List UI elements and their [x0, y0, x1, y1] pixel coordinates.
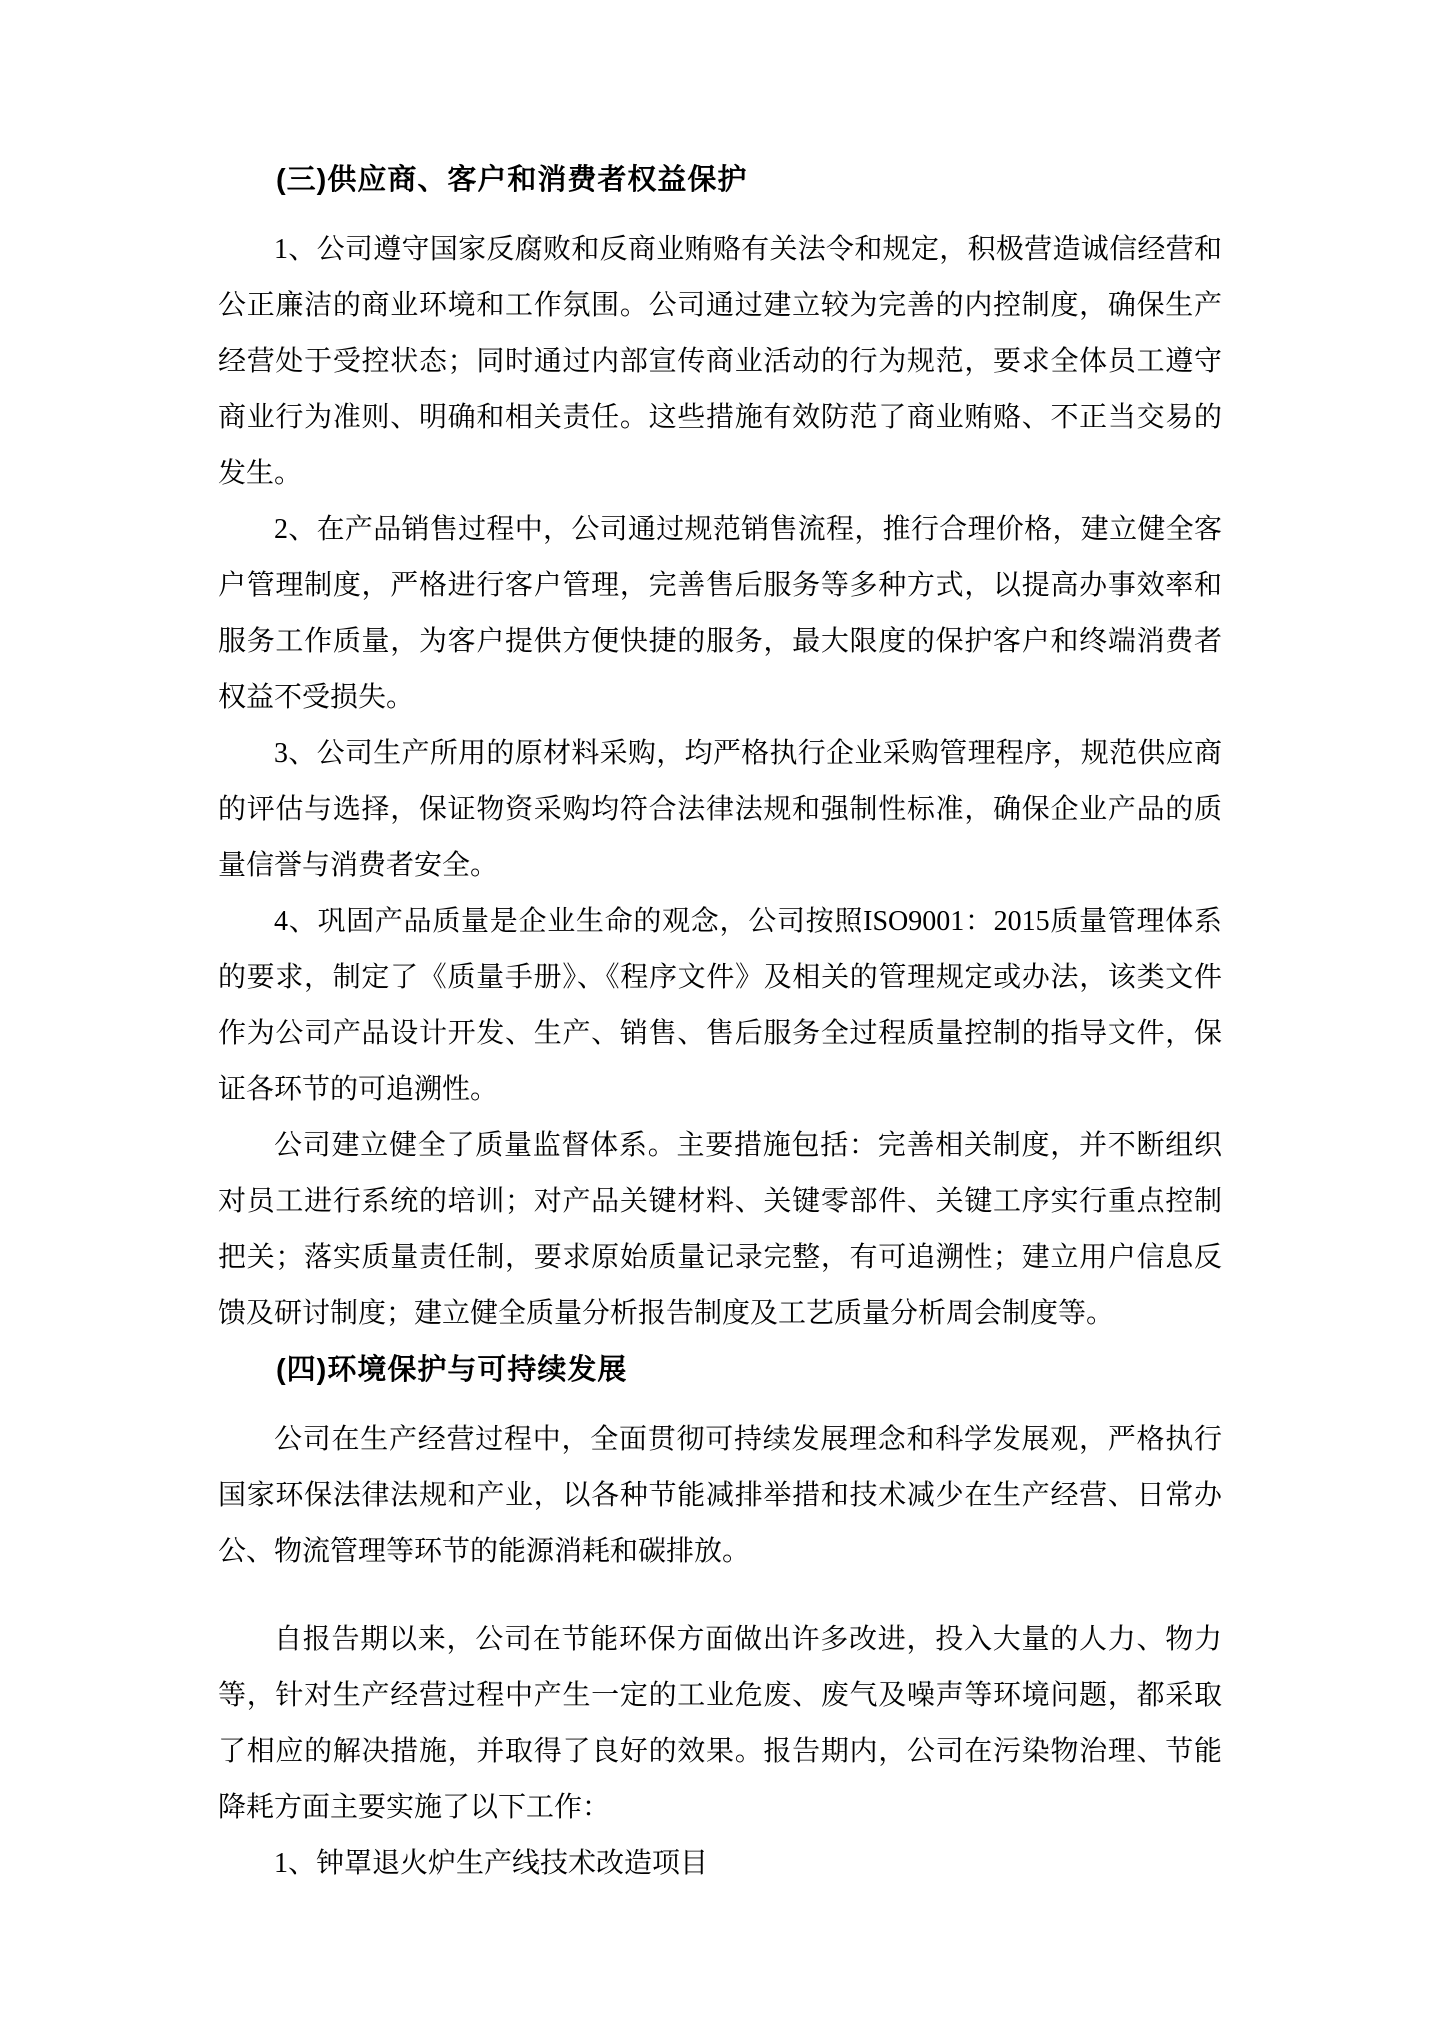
paragraph-quality-system: 4、巩固产品质量是企业生命的观念，公司按照ISO9001：2015质量管理体系的要求，制定了《质量手册》、《程序文件》及相关的管理规定或办法，该类文件作为公司产品设计开发、生产、销售、售后服务全过程质量控制的指导文件，保证各环节的可追溯性。 [218, 906, 1222, 1105]
paragraph-energy-saving-overview: 自报告期以来，公司在节能环保方面做出许多改进，投入大量的人力、物力等，针对生产经营过程中产生一定的工业危废、废气及噪声等环境问题，都采取了相应的解决措施，并取得了良好的效果。报告期内，公司在污染物治理、节能降耗方面主要实施了以下工作： [218, 1624, 1222, 1823]
paragraph-procurement: 3、公司生产所用的原材料采购，均严格执行企业采购管理程序，规范供应商的评估与选择，保证物资采购均符合法律法规和强制性标准，确保企业产品的质量信誉与消费者安全。 [218, 738, 1222, 881]
paragraph-sustainability: 公司在生产经营过程中，全面贯彻可持续发展理念和科学发展观，严格执行国家环保法律法规和产业，以各种节能减排举措和技术减少在生产经营、日常办公、物流管理等环节的能源消耗和碳排放。 [218, 1424, 1222, 1567]
section-heading-environment: (四)环境保护与可持续发展 [276, 1354, 628, 1386]
paragraph-sales-service: 2、在产品销售过程中，公司通过规范销售流程，推行合理价格，建立健全客户管理制度，严格进行客户管理，完善售后服务等多种方式，以提高办事效率和服务工作质量，为客户提供方便快捷的服务，最大限度的保护客户和终端消费者权益不受损失。 [218, 514, 1222, 713]
document-body [218, 152, 1222, 1892]
paragraph-project-item: 1、钟罩退火炉生产线技术改造项目 [274, 1848, 709, 1879]
paragraph-quality-supervision: 公司建立健全了质量监督体系。主要措施包括：完善相关制度，并不断组织对员工进行系统的培训；对产品关键材料、关键零部件、关键工序实行重点控制把关；落实质量责任制，要求原始质量记录完整，有可追溯性；建立用户信息反馈及研讨制度；建立健全质量分析报告制度及工艺质量分析周会制度等。 [218, 1130, 1222, 1329]
paragraph-anti-bribery: 1、公司遵守国家反腐败和反商业贿赂有关法令和规定，积极营造诚信经营和公正廉洁的商业环境和工作氛围。公司通过建立较为完善的内控制度，确保生产经营处于受控状态；同时通过内部宣传商业活动的行为规范，要求全体员工遵守商业行为准则、明确和相关责任。这些措施有效防范了商业贿赂、不正当交易的发生。 [218, 234, 1222, 489]
section-heading-supplier-rights: (三)供应商、客户和消费者权益保护 [276, 164, 748, 196]
